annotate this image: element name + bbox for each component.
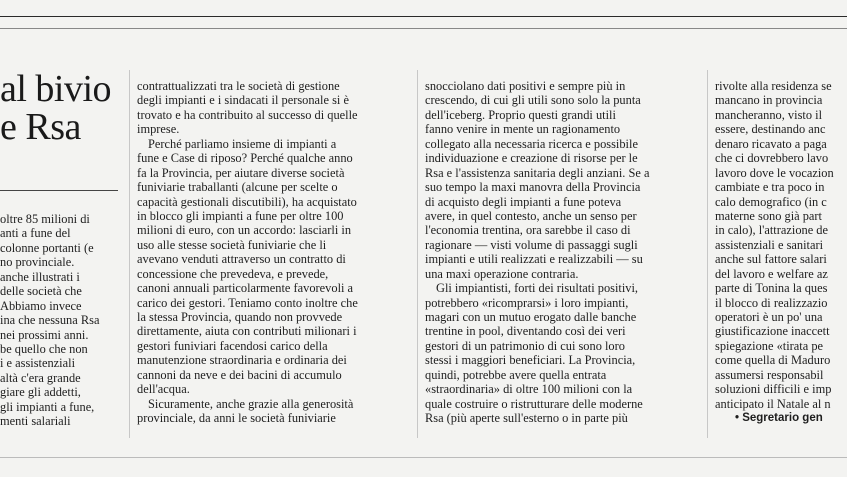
text-line: che ci dovrebbero lavo: [715, 151, 829, 166]
text-line: di acquisto degli impianti a fune poteva: [425, 194, 622, 209]
text-line: altà c'era grande: [0, 370, 81, 385]
text-line: lavoro dove le vocazion: [715, 165, 834, 180]
text-line: mancano in provincia: [715, 93, 823, 108]
text-line: fanno venire in mente un ragionamento: [425, 122, 621, 137]
article-column-3: [425, 79, 700, 426]
text-line: quindi, potrebbe avere quella entrata: [425, 367, 607, 382]
text-line: anche sul fattore salari: [715, 252, 827, 267]
column-divider: [129, 70, 130, 438]
text-line: funiviarie traballanti (alcune per scelte o: [137, 180, 338, 195]
text-line: Sicuramente, anche grazie alla generosità: [148, 396, 354, 411]
text-line: crescendo, di cui gli utili sono solo la punta: [425, 93, 641, 108]
text-line: manutenzione straordinaria e ordinaria dei: [137, 353, 347, 368]
text-line: collegato alla necessaria ricerca e possibile: [425, 136, 638, 151]
column-divider: [417, 70, 418, 438]
headline: [0, 70, 120, 146]
text-line: «straordinaria» di oltre 100 milioni con la: [425, 382, 633, 397]
top-rule-thin: [0, 28, 847, 29]
text-line: milioni di euro, con un accordo: lasciarli in: [137, 223, 352, 238]
text-line: la stessa Provincia, quando non provvede: [137, 310, 343, 324]
text-line: degli impianti e i sindacati il personale si è: [137, 93, 349, 108]
text-line: quale costruire o ristrutturare delle moderne: [425, 396, 643, 411]
text-line: assumersi responsabil: [715, 367, 824, 382]
text-line: be quello che non: [0, 341, 88, 356]
text-line: ragionare — visti volume di passaggi sugli: [425, 237, 638, 252]
text-line: oltre 85 milioni di: [0, 212, 90, 226]
headline-divider: [0, 190, 118, 191]
text-line: Perché parliamo insieme di impianti a: [148, 136, 337, 151]
article-column-4: [715, 79, 847, 426]
text-line: una maxi operazione contraria.: [425, 266, 579, 281]
text-line: colonne portanti (e: [0, 240, 94, 255]
text-line: fune e Case di riposo? Perché qualche anno: [137, 151, 353, 166]
text-line: parte di Tonina la ques: [715, 281, 828, 296]
text-line: essere, destinando anc: [715, 122, 826, 137]
text-line: trentine in pool, diventando così dei veri: [425, 324, 626, 339]
text-line: delle società che: [0, 284, 82, 299]
article-column-1: [0, 212, 122, 429]
text-line: ina che nessuna Rsa: [0, 313, 100, 328]
text-line: Rsa (più aperte sull'esterno o in parte più: [425, 411, 628, 426]
text-line: in calo), l'attrazione de: [715, 223, 829, 238]
text-line: menti salariali: [0, 414, 71, 429]
text-line: gli impianti a fune,: [0, 399, 95, 414]
text-line: assistenziali e sanitari: [715, 237, 824, 252]
text-line: operatori è un po' una: [715, 310, 823, 324]
text-line: anticipato il Natale al n: [715, 396, 831, 411]
text-line: calo demografico (in c: [715, 194, 827, 209]
text-line: gestori funiviari facendosi carico della: [137, 338, 328, 353]
text-line: anti a fune del: [0, 226, 71, 241]
text-line: mancheranno, visto il: [715, 107, 823, 122]
text-line: no provinciale.: [0, 255, 75, 270]
text-line: Rsa e l'assistenza sanitaria degli anziani. Se a: [425, 165, 650, 180]
text-line: giare gli addetti,: [0, 385, 81, 400]
text-line: direttamente, aiuta con contributi milionari i: [137, 324, 357, 339]
article-column-2: [137, 79, 409, 426]
text-line: trovato e ha contribuito al successo di quelle: [137, 107, 358, 122]
text-line: il blocco di realizzazio: [715, 295, 828, 310]
text-line: uso alle stesse società funiviarie che li: [137, 237, 327, 252]
text-line: come quella di Maduro: [715, 353, 831, 368]
headline-line-1: al bivio: [0, 68, 112, 110]
text-line: in blocco gli impianti a fune per oltre 100: [137, 208, 344, 223]
text-line: dell'iceberg. Proprio questi grandi utili: [425, 107, 616, 122]
headline-line-2: e Rsa: [0, 106, 81, 148]
text-line: nei prossimi anni.: [0, 327, 89, 342]
text-line: l'economia trentina, ora sarebbe il caso di: [425, 223, 631, 238]
text-line: i e assistenziali: [0, 356, 76, 371]
text-line: anche illustrati i: [0, 269, 80, 284]
text-line: dell'acqua.: [137, 382, 190, 397]
text-line: denaro ricavato a paga: [715, 136, 827, 151]
text-line: gestori di un patrimonio di cui sono loro: [425, 338, 625, 353]
text-line: giustificazione inaccett: [715, 324, 830, 339]
text-line: provinciale, da anni le società funiviarie: [137, 411, 336, 426]
text-line: potrebbero «ricomprarsi» i loro impianti,: [425, 295, 629, 310]
text-line: Abbiamo invece: [0, 298, 82, 313]
text-line: cannoni da neve e dei bacini di accumulo: [137, 367, 342, 382]
text-line: imprese.: [137, 122, 180, 137]
text-line: fa la Provincia, per aiutare diverse società: [137, 165, 345, 180]
text-line: materne sono già part: [715, 208, 823, 223]
bottom-rule: [0, 457, 847, 458]
text-line: avere, in quel contesto, anche un senso per: [425, 208, 637, 223]
text-line: Gli impiantisti, forti dei risultati positivi,: [436, 281, 639, 296]
text-line: concessione che prevedeva, e prevede,: [137, 266, 329, 281]
text-line: individuazione e creazione di risorse per le: [425, 151, 638, 166]
text-line: contrattualizzati tra le società di gestione: [137, 79, 340, 93]
column-divider: [707, 70, 708, 438]
text-line: avevano venduti attraverso un contratto di: [137, 252, 346, 267]
text-line: impianti e utili realizzati e realizzabili — su: [425, 252, 643, 267]
text-line: spiegazione «tirata pe: [715, 338, 824, 353]
text-line: snocciolano dati positivi e sempre più in: [425, 79, 626, 93]
text-line: cambiate e tra poco in: [715, 180, 825, 195]
text-line: soluzioni difficili e imp: [715, 382, 832, 397]
text-line: suo tempo la maxi manovra della Provincia: [425, 180, 641, 195]
text-line: canoni annuali particolarmente favorevoli a: [137, 281, 354, 296]
text-line: magari con un mutuo erogato dalle banche: [425, 310, 637, 324]
top-rule: [0, 16, 847, 17]
text-line: capacità gestionali discutibili), ha acquistato: [137, 194, 357, 209]
author-signature: • Segretario gen: [735, 412, 823, 425]
text-line: carico dei gestori. Teniamo conto inoltre che: [137, 295, 358, 310]
text-line: stessi i maggiori beneficiari. La Provincia,: [425, 353, 636, 368]
text-line: rivolte alla residenza se: [715, 79, 832, 93]
text-line: del lavoro e welfare az: [715, 266, 828, 281]
